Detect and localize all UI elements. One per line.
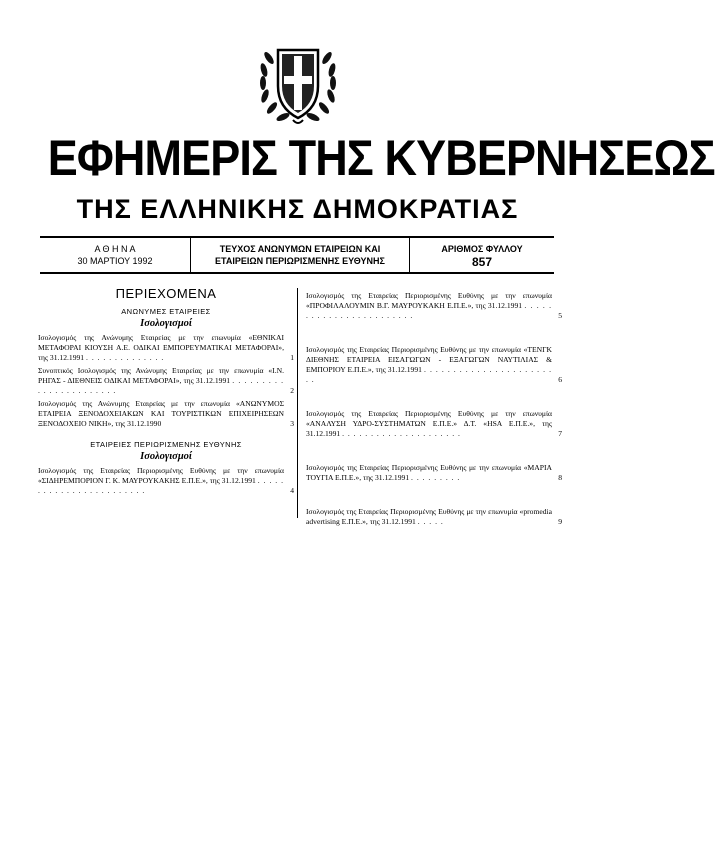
contents-left-column [38, 286, 294, 499]
column-divider [297, 288, 298, 518]
entry-text: Ισολογισμός της Εταιρείας Περιορισμένης Ευθύνης με την επωνυμία «ΑΝΑΛΥΣΗ ΥΔΡΟ-ΣΥΣΤΗΜΑΤΩΝ Ε.Π.Ε.» Δ.Τ. «HSA Ε.Π.Ε.», της 31.12.1991 [306, 409, 552, 438]
header-issue-line1: ΤΕΥΧΟΣ ΑΝΩΝΥΜΩΝ ΕΤΑΙΡΕΙΩΝ ΚΑΙ [219, 244, 381, 254]
issue-header-box [40, 236, 554, 274]
entry-text: Ισολογισμός της Εταιρείας Περιορισμένης Ευθύνης με την επωνυμία «ΣΙΔΗΡΕΜΠΟΡΙΟΝ Γ. Κ. ΜΑΥΡΟΥΚΑΚΗΣ Ε.Π.Ε.», της 31.12.1991 [38, 466, 284, 485]
entry-page: 7 [558, 429, 562, 438]
entry-text: Ισολογισμός της Εταιρείας Περιορισμένης Ευθύνης με την επωνυμία «promedia advertising Ε.Π.Ε.», της 31.12.1991 [306, 507, 552, 526]
entry-page: 6 [558, 375, 562, 384]
entry-text: Ισολογισμός της Εταιρείας Περιορισμένης Ευθύνης με την επωνυμία «ΤΕΝΓΚ ΔΙΕΘΝΗΣ ΕΤΑΙΡΕΙΑ ΕΙΣΑΓΩΓΩΝ - ΕΞΑΓΩΓΩΝ ΝΑΥΤΙΛΙΑΣ & ΕΜΠΟΡΙΟΥ Ε.Π.Ε.», της 31.12.1991 [306, 345, 552, 374]
entry-text: Συνοπτικός Ισολογισμός της Ανώνυμης Εταιρείας με την επωνυμία «Ι.Ν. ΡΗΓΑΣ - ΔΙΕΘΝΕΙΣ ΟΔΙΚΑΙ ΜΕΤΑΦΟΡΑΙ», της 31.12.1991 [38, 366, 284, 385]
greek-coat-of-arms-icon [255, 38, 341, 128]
entry-text: Ισολογισμός της Εταιρείας Περιορισμένης Ευθύνης με την επωνυμία «ΜΑΡΙΑ ΤΟΥΓΙΑ Ε.Π.Ε.», της 31.12.1991 [306, 463, 552, 482]
header-place-date [40, 238, 190, 272]
section1-subheading: Ισολογισμοί [140, 318, 192, 329]
header-city: Α Θ Η Ν Α [94, 244, 136, 254]
entry-page: 3 [290, 419, 294, 428]
header-sheet-label: ΑΡΙΘΜΟΣ ΦΥΛΛΟΥ [441, 244, 523, 254]
header-issue-line2: ΕΤΑΙΡΕΙΩΝ ΠΕΡΙΩΡΙΣΜΕΝΗΣ ΕΥΘΥΝΗΣ [215, 256, 385, 266]
entry-page: 4 [290, 486, 294, 495]
masthead-subtitle: ΤΗΣ ΕΛΛΗΝΙΚΗΣ ΔΗΜΟΚΡΑΤΙΑΣ [76, 194, 519, 224]
contents-entry[interactable]: Ισολογισμός της Εταιρείας Περιορισμένης Ευθύνης με την επωνυμία «ΣΙΔΗΡΕΜΠΟΡΙΟΝ Γ. Κ. ΜΑΥΡΟΥΚΑΚΗΣ Ε.Π.Ε.», της 31.12.1991 . . . . . . . . . . . . . . . . . . . . . . . . 4 [38, 466, 294, 495]
entry-page: 9 [558, 517, 562, 526]
contents-entry[interactable]: Ισολογισμός της Εταιρείας Περιορισμένης Ευθύνης με την επωνυμία «ΠΡΟΦΙΛΑΛΟΥΜΙΝ Β.Γ. ΜΑΥΡΟΥΚΑΚΗ Ε.Π.Ε.», της 31.12.1991 . . . . . . . . . . . . . . . . . . . . . . . . 5 [306, 291, 562, 320]
header-sheet-number: 857 [471, 255, 493, 269]
contents-right-column [306, 291, 562, 551]
contents-heading: ΠΕΡΙΕΧΟΜΕΝΑ [115, 286, 217, 301]
section2-category: ΕΤΑΙΡΕΙΕΣ ΠΕΡΙΩΡΙΣΜΕΝΗΣ ΕΥΘΥΝΗΣ [90, 440, 242, 449]
contents-entry[interactable]: Ισολογισμός της Εταιρείας Περιορισμένης Ευθύνης με την επωνυμία «ΑΝΑΛΥΣΗ ΥΔΡΟ-ΣΥΣΤΗΜΑΤΩΝ Ε.Π.Ε.» Δ.Τ. «HSA Ε.Π.Ε.», της 31.12.1991 . . . . . . . . . . . . . . . . . . . . . 7 [306, 409, 562, 438]
entry-page: 1 [290, 353, 294, 362]
header-sheet [410, 238, 554, 272]
section2-subheading: Ισολογισμοί [140, 451, 192, 462]
contents-entry[interactable] [38, 399, 294, 429]
coat-of-arms-emblem [0, 38, 595, 133]
contents-entry[interactable]: Ισολογισμός της Ανώνυμης Εταιρείας με την επωνυμία «ΕΘΝΙΚΑΙ ΜΕΤΑΦΟΡΑΙ ΚΙΟΥΣΗ Α.Ε. ΟΔΙΚΑΙ ΕΜΠΟΡΕΥΜΑΤΙΚΑΙ ΜΕΤΑΦΟΡΑΙ», της 31.12.1991 . . . . . . . . . . . . . . 1 [38, 333, 294, 362]
entry-text: Ισολογισμός της Ανώνυμης Εταιρείας με την επωνυμία «ΑΝΩΝΥΜΟΣ ΕΤΑΙΡΕΙΑ ΞΕΝΟΔΟΧΕΙΑΚΩΝ ΚΑΙ ΤΟΥΡΙΣΤΙΚΩΝ ΕΠΙΧΕΙΡΗΣΕΩΝ ΞΕΝΟΔΟΧΕΙΟ ΝΙΚΗ», της 31.12.1990 [38, 399, 284, 428]
entry-text: Ισολογισμός της Εταιρείας Περιορισμένης Ευθύνης με την επωνυμία «ΠΡΟΦΙΛΑΛΟΥΜΙΝ Β.Γ. ΜΑΥΡΟΥΚΑΚΗ Ε.Π.Ε.», της 31.12.1991 [306, 291, 552, 310]
header-date: 30 ΜΑΡΤΙΟΥ 1992 [77, 256, 153, 266]
masthead-title: ΕΦΗΜΕΡΙΣ ΤΗΣ ΚΥΒΕΡΝΗΣΕΩΣ [47, 130, 715, 186]
entry-page: 2 [290, 386, 294, 395]
contents-entry[interactable]: Ισολογισμός της Εταιρείας Περιορισμένης Ευθύνης με την επωνυμία «promedia advertising Ε.Π.Ε.», της 31.12.1991 . . . . . 9 [306, 507, 562, 526]
contents-entry[interactable]: Ισολογισμός της Εταιρείας Περιορισμένης Ευθύνης με την επωνυμία «ΤΕΝΓΚ ΔΙΕΘΝΗΣ ΕΤΑΙΡΕΙΑ ΕΙΣΑΓΩΓΩΝ - ΕΞΑΓΩΓΩΝ ΝΑΥΤΙΛΙΑΣ & ΕΜΠΟΡΙΟΥ Ε.Π.Ε.», της 31.12.1991 . . . . . . . . . . . . . . . . . . . . . . . . 6 [306, 345, 562, 384]
contents-entry[interactable]: Συνοπτικός Ισολογισμός της Ανώνυμης Εταιρείας με την επωνυμία «Ι.Ν. ΡΗΓΑΣ - ΔΙΕΘΝΕΙΣ ΟΔΙΚΑΙ ΜΕΤΑΦΟΡΑΙ», της 31.12.1991 . . . . . . . . . . . . . . . . . . . . . . . 2 [38, 366, 294, 395]
entry-page: 8 [558, 473, 562, 482]
entry-page: 5 [558, 311, 562, 320]
section1-category: ΑΝΩΝΥΜΕΣ ΕΤΑΙΡΕΙΕΣ [121, 307, 211, 316]
entry-text: Ισολογισμός της Ανώνυμης Εταιρείας με την επωνυμία «ΕΘΝΙΚΑΙ ΜΕΤΑΦΟΡΑΙ ΚΙΟΥΣΗ Α.Ε. ΟΔΙΚΑΙ ΕΜΠΟΡΕΥΜΑΤΙΚΑΙ ΜΕΤΑΦΟΡΑΙ», της 31.12.1991 [38, 333, 284, 362]
contents-entry[interactable]: Ισολογισμός της Εταιρείας Περιορισμένης Ευθύνης με την επωνυμία «ΜΑΡΙΑ ΤΟΥΓΙΑ Ε.Π.Ε.», της 31.12.1991 . . . . . . . . . 8 [306, 463, 562, 482]
header-issue-type [190, 238, 410, 272]
